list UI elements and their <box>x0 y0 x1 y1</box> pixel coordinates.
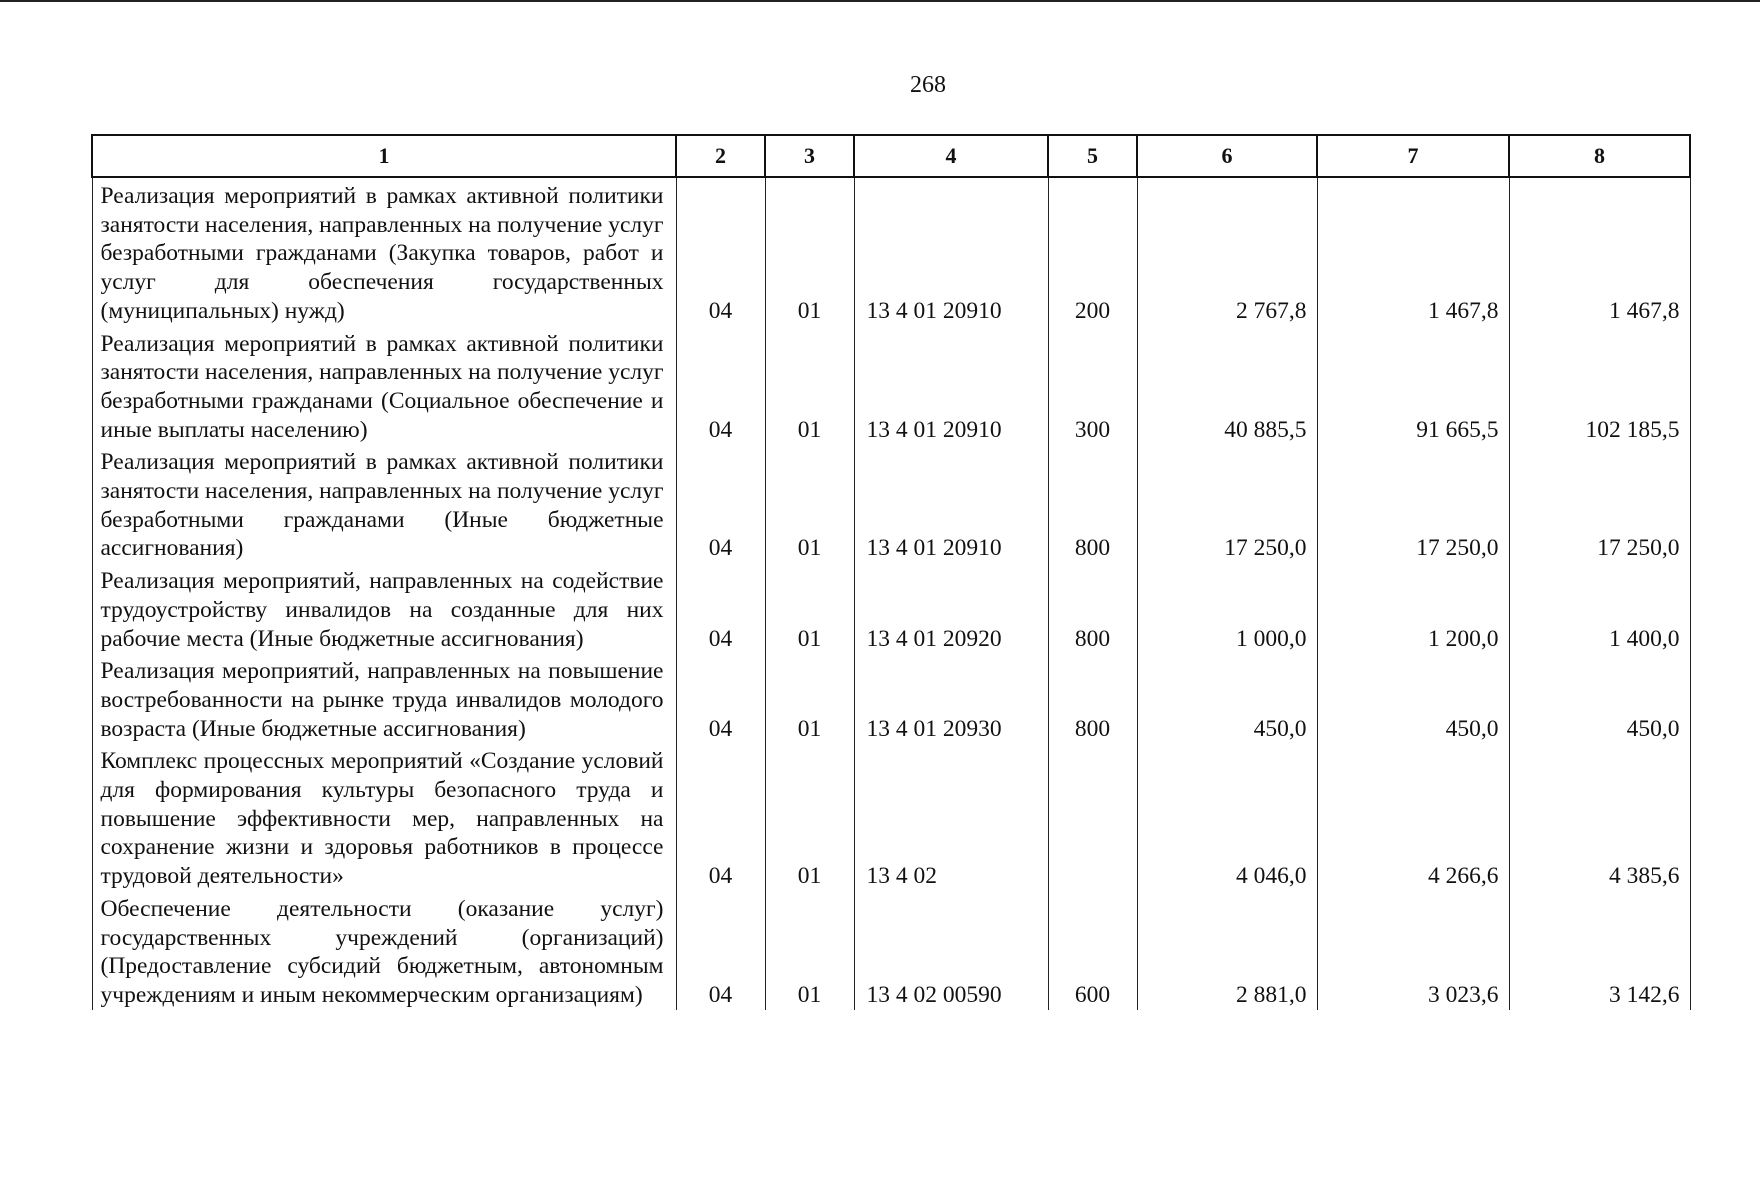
row-target-article: 13 4 02 <box>854 743 1048 891</box>
row-target-article: 13 4 01 20910 <box>854 326 1048 445</box>
row-section: 04 <box>676 326 765 445</box>
row-expense-type: 800 <box>1048 444 1137 563</box>
row-target-article: 13 4 01 20910 <box>854 444 1048 563</box>
row-expense-type: 600 <box>1048 891 1137 1010</box>
row-amount-year-3: 102 185,5 <box>1509 326 1690 445</box>
table-row <box>92 891 1690 1010</box>
row-amount-year-1: 4 046,0 <box>1137 743 1317 891</box>
row-description: Обеспечение деятельности (оказание услуг) государственных учреждений (организаций) (Предоставление субсидий бюджетным, автономным учреждениям и иным некоммерческим организациям) <box>92 891 676 1010</box>
row-expense-type: 800 <box>1048 563 1137 653</box>
row-amount-year-2: 3 023,6 <box>1317 891 1509 1010</box>
row-subsection: 01 <box>765 326 854 445</box>
row-amount-year-2: 91 665,5 <box>1317 326 1509 445</box>
header-col-3: 3 <box>765 135 854 177</box>
row-expense-type: 800 <box>1048 653 1137 743</box>
scan-edge-line <box>0 0 1760 2</box>
row-amount-year-3: 450,0 <box>1509 653 1690 743</box>
row-section: 04 <box>676 653 765 743</box>
row-target-article: 13 4 01 20920 <box>854 563 1048 653</box>
row-description: Комплекс процессных мероприятий «Создание условий для формирования культуры безопасного труда и повышение эффективности мер, направленных на сохранение жизни и здоровья работников в процессе трудовой деятельности» <box>92 743 676 891</box>
row-amount-year-2: 1 467,8 <box>1317 177 1509 326</box>
row-amount-year-3: 4 385,6 <box>1509 743 1690 891</box>
row-amount-year-1: 17 250,0 <box>1137 444 1317 563</box>
row-section: 04 <box>676 743 765 891</box>
header-col-6: 6 <box>1137 135 1317 177</box>
row-amount-year-1: 2 881,0 <box>1137 891 1317 1010</box>
row-subsection: 01 <box>765 177 854 326</box>
table-row <box>92 177 1690 326</box>
row-amount-year-1: 40 885,5 <box>1137 326 1317 445</box>
table-row <box>92 444 1690 563</box>
header-col-7: 7 <box>1317 135 1509 177</box>
header-col-1: 1 <box>92 135 676 177</box>
row-subsection: 01 <box>765 653 854 743</box>
row-subsection: 01 <box>765 444 854 563</box>
row-target-article: 13 4 01 20910 <box>854 177 1048 326</box>
row-subsection: 01 <box>765 743 854 891</box>
budget-table <box>91 134 1691 1010</box>
row-amount-year-3: 3 142,6 <box>1509 891 1690 1010</box>
row-expense-type: 300 <box>1048 326 1137 445</box>
row-description: Реализация мероприятий, направленных на повышение востребованности на рынке труда инвалидов молодого возраста (Иные бюджетные ассигнования) <box>92 653 676 743</box>
row-description: Реализация мероприятий, направленных на содействие трудоустройству инвалидов на созданные для них рабочие места (Иные бюджетные ассигнования) <box>92 563 676 653</box>
row-section: 04 <box>676 177 765 326</box>
table-row <box>92 326 1690 445</box>
row-target-article: 13 4 02 00590 <box>854 891 1048 1010</box>
row-description: Реализация мероприятий в рамках активной политики занятости населения, направленных на получение услуг безработными гражданами (Закупка товаров, работ и услуг для обеспечения государственных (муниципальных) нужд) <box>92 177 676 326</box>
row-expense-type: 200 <box>1048 177 1137 326</box>
row-amount-year-1: 1 000,0 <box>1137 563 1317 653</box>
row-amount-year-3: 1 467,8 <box>1509 177 1690 326</box>
row-subsection: 01 <box>765 563 854 653</box>
row-amount-year-1: 2 767,8 <box>1137 177 1317 326</box>
row-amount-year-2: 4 266,6 <box>1317 743 1509 891</box>
row-section: 04 <box>676 563 765 653</box>
page-number: 268 <box>910 72 946 98</box>
header-col-2: 2 <box>676 135 765 177</box>
row-expense-type <box>1048 743 1137 891</box>
row-description: Реализация мероприятий в рамках активной политики занятости населения, направленных на получение услуг безработными гражданами (Иные бюджетные ассигнования) <box>92 444 676 563</box>
row-section: 04 <box>676 891 765 1010</box>
row-amount-year-2: 1 200,0 <box>1317 563 1509 653</box>
row-amount-year-1: 450,0 <box>1137 653 1317 743</box>
header-col-5: 5 <box>1048 135 1137 177</box>
table-row <box>92 743 1690 891</box>
row-section: 04 <box>676 444 765 563</box>
header-col-8: 8 <box>1509 135 1690 177</box>
row-amount-year-3: 1 400,0 <box>1509 563 1690 653</box>
row-subsection: 01 <box>765 891 854 1010</box>
header-row <box>92 135 1690 177</box>
table-row <box>92 563 1690 653</box>
row-description: Реализация мероприятий в рамках активной политики занятости населения, направленных на получение услуг безработными гражданами (Социальное обеспечение и иные выплаты населению) <box>92 326 676 445</box>
table-row <box>92 653 1690 743</box>
row-target-article: 13 4 01 20930 <box>854 653 1048 743</box>
header-col-4: 4 <box>854 135 1048 177</box>
row-amount-year-2: 450,0 <box>1317 653 1509 743</box>
row-amount-year-2: 17 250,0 <box>1317 444 1509 563</box>
row-amount-year-3: 17 250,0 <box>1509 444 1690 563</box>
